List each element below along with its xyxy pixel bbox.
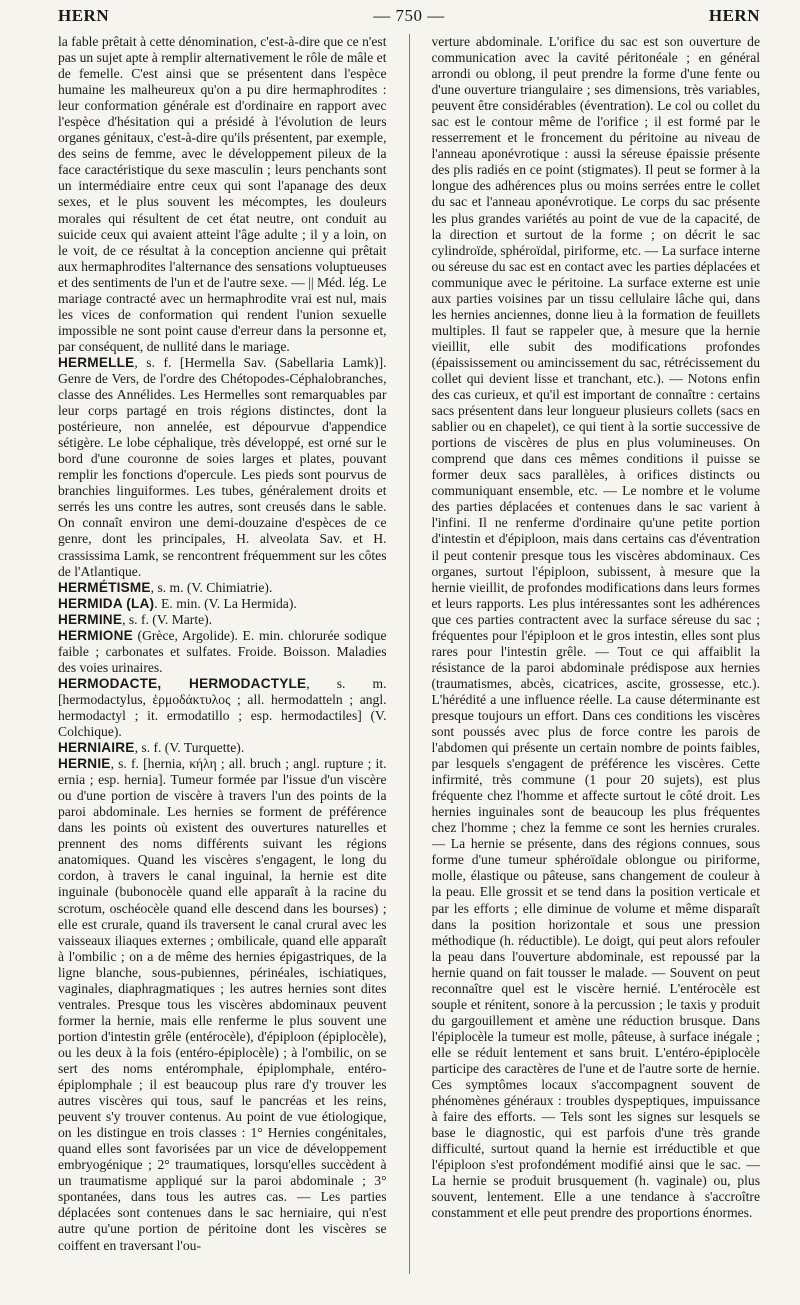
column-rule [409, 34, 410, 1274]
headword: HERMELLE [58, 354, 135, 370]
paragraph: la fable prêtait à cette dénomination, c'est-à-dire que ce n'est pas un sujet apte à remplir alternativement le rôle de mâle et de femelle. C'est ainsi que se présentent dans l'espèce humaine les malheureux qu'on a pu dire hermaphrodites : leur conformation générale est d'ordinaire en rapport avec l'espèce d'hésitation qui a présidé à l'évolution de leurs organes génitaux, c'est-à-dire qu'ils présentent, par exemple, des seins de femme, avec le développement pileux de la face caractéristique du sexe masculin ; leurs penchants sont un intermédiaire entre ceux qui sont l'apanage des deux sexes, et le plus souvent les mécomptes, les douleurs morales qui résultent de cet état neutre, ont conduit au suicide ceux qui avaient atteint l'âge adulte ; il y a loin, on le voit, de ce résultat à la conception ancienne qui prêtait aux hermaphrodites l'alternance des sensations voluptueuses et des sentiments de l'un et de l'autre sexe. — || Méd. lég. Le mariage contracté avec un hermaphrodite vrai est nul, mais les vices de conformation qui rendent l'union sexuelle impossible ne sont point cause d'erreur dans la personne et, par conséquent, de nullité dans le mariage. [58, 34, 387, 354]
headword: HERNIAIRE [58, 740, 135, 756]
headword: HERMINE [58, 611, 123, 627]
entry-herniaire: HERNIAIRE, s. f. (V. Turquette). [58, 740, 245, 756]
headword: HERMÉTISME [58, 579, 151, 595]
left-column [58, 34, 387, 1274]
entry-hermelle: HERMELLE, s. f. [Hermella Sav. (Sabellaria Lamk)]. Genre de Vers, de l'ordre des Chétopodes-Céphalobranches, classe des Annélides. Les Hermelles sont remarquables par leur corps partagé en trois régions distinctes, dont la postérieure, non annelée, est dépourvue d'appendice sétigère. Le lobe céphalique, très développé, est orné sur le bord d'une couronne de soies larges et plates, pouvant remplir les fonctions d'opercule. Les pieds sont pourvus de branchies linguiformes. Les tubes, généralement droits et serrés les uns contre les autres, sont creusés dans le sable. On connaît environ une demi-douzaine d'espèces de ce genre, dont les principales, H. alveolata Sav. et H. crassissima Lamk, se rencontrent fréquemment sur les côtes de l'Atlantique. [58, 354, 387, 579]
headword: HERMODACTE, HERMODACTYLE [58, 675, 307, 691]
entry-hermine: HERMINE, s. f. (V. Marte). [58, 611, 213, 627]
headword: HERNIE [58, 756, 111, 772]
paragraph: verture abdominale. L'orifice du sac est son ouverture de communication avec la cavité péritonéale ; en général arrondi ou oblong, il peut prendre la forme d'une fente ou d'une ouverture triangulaire ; ses dimensions, très variables, peuvent être considérables (éventration). Le col ou collet du sac est le contour même de l'orifice ; il est formé par le resserrement et le froncement du péritoine au niveau de l'anneau aponévrotique : aussi la séreuse épaissie présente des plis radiés en ce point (stigmates). Il peut se former à la longue des adhérences plus ou moins serrées entre le collet du sac et l'anneau aponévrotique. Le corps du sac présente les plus grandes variétés au point de vue de la capacité, de la direction et surtout de la forme ; on décrit le sac cylindroïde, sphéroïdal, piriforme, etc. — La surface interne ou séreuse du sac est en contact avec les parties déplacées et communique avec le péritoine. La surface externe est unie aux parties voisines par un tissu cellulaire lâche qui, dans les hernies anciennes, donne lieu à la formation de feuillets multiples. Il faut se rappeler que, à mesure que la hernie vieillit, elle subit des modifications profondes (épaississement ou amincissement du sac, rétrécissement du collet qui devient lisse et tranchant, etc.). — Notons enfin des cas curieux, et qu'il est important de connaître : certains sacs présentent dans leur longueur plusieurs collets (sacs en sablier ou en chapelet), ce qui tient à la sortie successive de portions de viscères de plus en plus volumineuses. On comprend que dans ces mêmes conditions il puisse se former deux sacs parallèles, à orifices distincts ou communiquant ensemble, etc. — Le nombre et le volume des parties déplacées et contenues dans le sac varient à l'infini. Il ne renferme d'ordinaire qu'une petite portion d'intestin et d'épiploon, mais dans certains cas d'éventration il peut contenir presque tous les viscères abdominaux. Ces organes, surtout l'épiploon, subissent, à mesure que la hernie vieillit, de profondes modifications dans leurs formes et leurs rapports. Les plus intéressantes sont les adhérences que ces parties contractent avec la surface séreuse du sac ; fréquentes pour l'épiploon et le gros intestin, elles sont plus rares pour l'intestin grêle. — Tout ce qui affaiblit la résistance de la paroi abdominale prédispose aux hernies (traumatismes, abcès, cicatrices, ascite, grossesse, etc.). L'hérédité a une influence réelle. La cause déterminante est presque toujours un effort. Dans ces conditions les viscères sont poussés avec plus de force contre les parois de l'abdomen qui présente un certain nombre de points faibles, par lesquels s'engagent de préférence les viscères. Cette infirmité, très commune (1 pour 20 sujets), est plus fréquente chez l'homme et affecte surtout le côté droit. Les hernies inguinales sont de beaucoup les plus fréquentes chez l'homme ; chez la femme ce sont les hernies crurales. — La hernie se présente, dans des régions connues, sous forme d'une tumeur sphéroïdale oblongue ou piriforme, molle, élastique ou pâteuse, sans changement de couleur à la peau. Elle grossit et se tend dans la position verticale et par les efforts ; elle diminue de volume et même disparaît dans la position horizontale et sous une pression méthodique (h. réductible). Le doigt, qui peut alors refouler la peau dans l'ouverture abdominale, est repoussé par la hernie quand on fait tousser le malade. — Souvent on peut reconnaître quel est le viscère hernié. L'entérocèle est souple et rénitent, sonore à la percussion ; le taxis y produit du gargouillement et amène une réduction brusque. Dans l'épiplocèle la tumeur est molle, pâteuse, à surface inégale ; elle se réduit lentement et sans bruit. L'entéro-épiplocèle participe des caractères de l'une et de l'autre sorte de hernie. Ces symptômes locaux s'accompagnent souvent de phénomènes généraux : troubles dyspeptiques, impuissance à faire des efforts. — Tels sont les signes sur lesquels se base le diagnostic, qui est parfois d'une très grande difficulté, surtout quand la hernie est irréductible et que l'épiploon s'est profondément modifié ainsi que le sac. — La hernie se produit brusquement (h. vaginale) ou, plus souvent, lentement. Elle a une tendance à s'accroître constamment et elle peut prendre des proportions énormes. [431, 34, 760, 1221]
headword: HERMIDA (LA) [58, 595, 155, 611]
entry-hermodacte: HERMODACTE, HERMODACTYLE, s. m. [hermodactylus, ἑρμοδάκτυλος ; all. hermodatteln ; angl. hermodactyl ; it. ermodatillo ; esp. hermodactiles] (V. Colchique). [58, 675, 387, 740]
running-head [58, 6, 760, 34]
entry-hermetisme: HERMÉTISME, s. m. (V. Chimiatrie). [58, 579, 273, 595]
running-head-right: HERN [708, 6, 760, 25]
entry-hermione: HERMIONE (Grèce, Argolide). E. min. chlorurée sodique faible ; carbonates et sulfates. Froide. Boisson. Maladies des voies urinaires. [58, 627, 387, 675]
entry-hernie: HERNIE, s. f. [hernia, κήλη ; all. bruch ; angl. rupture ; it. ernia ; esp. hernia]. Tumeur formée par l'issue d'un viscère ou d'une portion de viscère à travers l'un des points de la paroi abdominale. Les hernies se forment de préférence dans les points où existent des ouvertures naturelles et prennent des noms différents suivant les régions anatomiques. Quand les viscères s'engagent, le long du cordon, à travers le canal inguinal, la hernie est dite inguinale (bubonocèle quand elle apparaît à la racine du scrotum, oschéocèle quand elle descend dans les bourses) ; elle est crurale, quand ils traversent le canal crural avec les vaisseaux iliaques externes ; ombilicale, quand elle apparaît à l'ombilic ; on a de même des hernies épigastriques, de la ligne blanche, sous-pubiennes, périnéales, ischiatiques, vaginales, diaphragmatiques ; les autres hernies sont dites ventrales. Presque tous les viscères abdominaux peuvent former la hernie, mais elle renferme le plus souvent une portion d'intestin grêle (entérocèle), d'épiploon (épiplocèle), ou les deux à la fois (entéro-épiplocèle) ; à l'ombilic, on se sert des noms entéromphale, épiplomphale, entéro-épiplomphale ; il est beaucoup plus rare d'y trouver les autres viscères qui tous, sauf le pancréas et les reins, peuvent s'y trouver contenus. Au point de vue étiologique, on les distingue en trois classes : 1° Hernies congénitales, quand elles sont favorisées par un vice de développement embryogénique ; 2° traumatiques, lorsqu'elles succèdent à un traumatisme appliqué sur la paroi abdominale ; 3° spontanées, dans tous les autres cas. — Les parties déplacées sont contenues dans le sac herniaire, qui n'est autre qu'une portion de péritoine dont les viscères se coiffent en traversant l'ou- [58, 756, 387, 1253]
running-head-left: HERN [58, 6, 110, 25]
page-number: — 750 — [373, 6, 445, 25]
entry-hermida: HERMIDA (LA). E. min. (V. La Hermida). [58, 595, 297, 611]
right-column [432, 34, 761, 1274]
text-columns [58, 34, 760, 1274]
headword: HERMIONE [58, 627, 133, 643]
